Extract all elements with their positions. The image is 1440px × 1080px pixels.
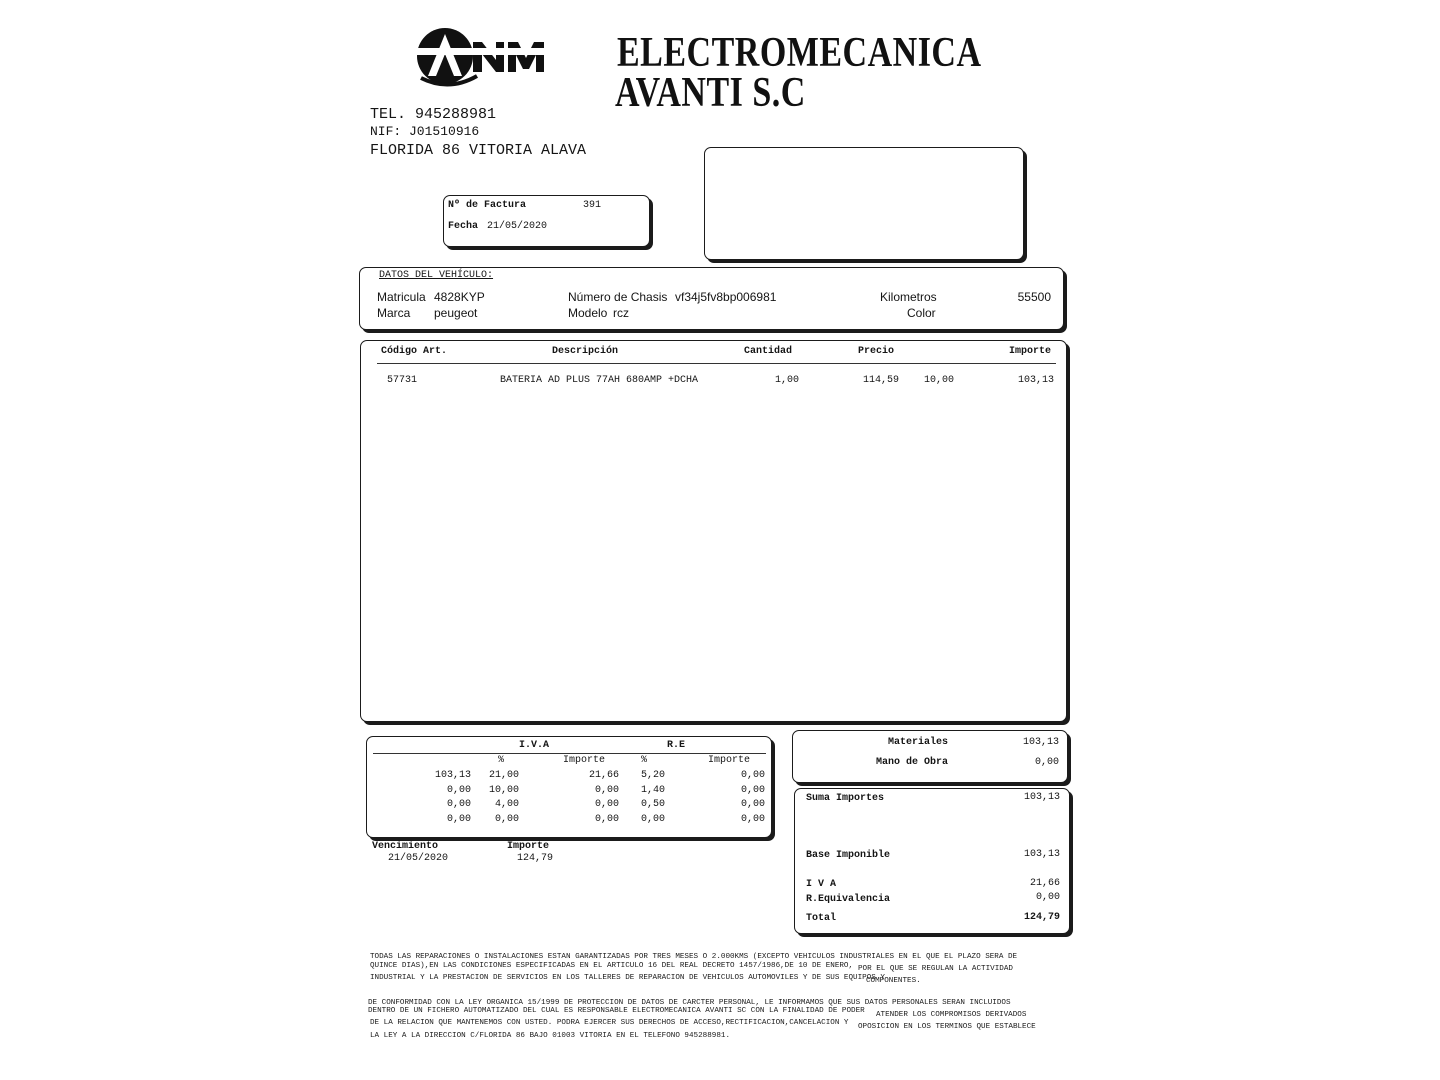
due-amount: 124,79 — [517, 853, 554, 864]
due-date: 21/05/2020 — [388, 853, 449, 864]
re-pct: 1,40 — [640, 785, 665, 796]
privacy-line: DE LA RELACION QUE MANTENEMOS CON USTED. PODRA EJERCER SUS DERECHOS DE ACCESO,RECTIFICACION,CANCELACION Y — [370, 1019, 849, 1027]
company-name-line2: AVANTI S.C — [615, 69, 806, 116]
tax-header-divider — [373, 753, 766, 754]
company-nif: NIF: J01510916 — [370, 124, 480, 139]
warranty-line: TODAS LAS REPARACIONES O INSTALACIONES ESTAN GARANTIZADAS POR TRES MESES O 2.000KMS (EXCEPTO VEHICULOS INDUSTRIALES EN EL QUE EL PLAZO SERA DE — [370, 953, 1018, 961]
due-amount-label: Importe — [507, 841, 550, 852]
iva-pct: 10,00 — [488, 785, 519, 796]
materials-box — [792, 730, 1068, 783]
company-name-line1: ELECTROMECANICA — [617, 29, 982, 76]
company-logo — [415, 22, 615, 88]
header-amount: Importe — [1008, 346, 1051, 357]
re-amount-header: Importe — [708, 755, 751, 766]
warranty-line: POR EL QUE SE REGULAN LA ACTIVIDAD — [858, 965, 1013, 973]
re-amount: 0,00 — [740, 814, 765, 825]
vehicle-box — [359, 267, 1064, 330]
item-amount: 103,13 — [1017, 375, 1054, 386]
plate-value: 4828KYP — [434, 290, 485, 304]
tax-base-value: 103,13 — [1023, 849, 1060, 860]
item-code: 57731 — [387, 375, 418, 386]
due-date-label: Vencimiento — [372, 841, 439, 852]
invoice-number-label: Nº de Factura — [448, 200, 527, 211]
re-amount: 0,00 — [740, 770, 765, 781]
tax-base: 0,00 — [446, 814, 471, 825]
re-pct: 0,50 — [640, 799, 665, 810]
company-address: FLORIDA 86 VITORIA ALAVA — [370, 142, 587, 159]
grand-total-value: 124,79 — [1023, 912, 1060, 923]
privacy-line: ATENDER LOS COMPROMISOS DERIVADOS — [876, 1011, 1027, 1019]
model-label: Modelo — [568, 306, 608, 320]
materials-value: 103,13 — [1022, 737, 1059, 748]
iva-pct: 0,00 — [494, 814, 519, 825]
warranty-line: COMPONENTES. — [866, 977, 921, 985]
re-pct-header: % — [641, 755, 648, 766]
re-pct: 0,00 — [640, 814, 665, 825]
client-box — [704, 147, 1024, 260]
item-description: BATERIA AD PLUS 77AH 680AMP +DCHA — [500, 375, 699, 386]
iva-heading: I.V.A — [519, 740, 550, 751]
company-phone: TEL. 945288981 — [370, 106, 497, 123]
re-pct: 5,20 — [640, 770, 665, 781]
chassis-value: vf34j5fv8bp006981 — [675, 290, 777, 304]
plate-label: Matricula — [377, 290, 426, 304]
header-quantity: Cantidad — [744, 346, 793, 357]
km-label: Kilometros — [880, 290, 937, 304]
re-heading: R.E — [667, 740, 686, 751]
model-value: rcz — [613, 306, 629, 320]
subtotal-label: Suma Importes — [806, 793, 885, 804]
re-total-label: R.Equivalencia — [806, 894, 891, 905]
item-price: 114,59 — [862, 375, 899, 386]
chassis-label: Número de Chasis — [568, 290, 668, 304]
iva-total-label: I V A — [806, 879, 837, 890]
iva-total-value: 21,66 — [1029, 878, 1060, 889]
re-total-value: 0,00 — [1035, 892, 1060, 903]
iva-pct: 21,00 — [488, 770, 519, 781]
item-quantity: 1,00 — [774, 375, 799, 386]
header-code: Código Art. — [381, 346, 448, 357]
privacy-line: OPOSICION EN LOS TERMINOS QUE ESTABLECE — [858, 1023, 1036, 1031]
subtotal-value: 103,13 — [1023, 792, 1060, 803]
privacy-line: LA LEY A LA DIRECCION C/FLORIDA 86 BAJO 01003 VITORIA EN EL TELEFONO 945288981. — [370, 1032, 731, 1040]
iva-pct-header: % — [498, 755, 505, 766]
color-label: Color — [907, 306, 936, 320]
grand-total-label: Total — [806, 913, 837, 924]
iva-pct: 4,00 — [494, 799, 519, 810]
km-value: 55500 — [1017, 290, 1051, 304]
tax-base: 103,13 — [434, 770, 471, 781]
labour-label: Mano de Obra — [876, 757, 949, 768]
vehicle-heading: DATOS DEL VEHÍCULO: — [379, 270, 494, 281]
logo-emblem-icon — [415, 22, 615, 88]
header-price: Precio — [858, 346, 895, 357]
tax-base: 0,00 — [446, 785, 471, 796]
iva-amount-header: Importe — [563, 755, 606, 766]
invoice-date-label: Fecha — [448, 221, 479, 232]
tax-base: 0,00 — [446, 799, 471, 810]
header-description: Descripción — [552, 346, 619, 357]
iva-amount: 0,00 — [594, 799, 619, 810]
iva-amount: 0,00 — [594, 814, 619, 825]
re-amount: 0,00 — [740, 785, 765, 796]
re-amount: 0,00 — [740, 799, 765, 810]
warranty-line: INDUSTRIAL Y LA PRESTACION DE SERVICIOS EN LOS TALLERES DE REPARACION DE VEHICULOS AUTOMOVILES Y DE SUS EQUIPOS Y — [370, 974, 885, 982]
invoice-date: 21/05/2020 — [487, 221, 548, 232]
iva-amount: 0,00 — [594, 785, 619, 796]
items-table — [360, 340, 1067, 722]
totals-box — [794, 788, 1070, 934]
tax-breakdown-box — [366, 736, 772, 838]
item-discount: 10,00 — [923, 375, 954, 386]
iva-amount: 21,66 — [588, 770, 619, 781]
privacy-line: DE CONFORMIDAD CON LA LEY ORGANICA 15/1999 DE PROTECCION DE DATOS DE CARCTER PERSONAL, LE INFORMAMOS QUE SUS DATOS PERSONALES SERAN INCLUIDOS — [368, 999, 1011, 1007]
tax-base-label: Base Imponible — [806, 850, 891, 861]
invoice-number: 391 — [583, 200, 602, 211]
privacy-line: DENTRO DE UN FICHERO AUTOMATIZADO DEL CUAL ES RESPONSABLE ELECTROMECANICA AVANTI SC CON LA FINALIDAD DE PODER — [368, 1007, 865, 1015]
invoice-info-box — [443, 195, 650, 247]
materials-label: Materiales — [888, 737, 949, 748]
warranty-line: QUINCE DIAS),EN LAS CONDICIONES ESPECIFICADAS EN EL ARTICULO 16 DEL REAL DECRETO 1457/1986,DE 10 DE ENERO, — [370, 962, 854, 970]
header-divider — [377, 363, 1056, 364]
brand-label: Marca — [377, 306, 411, 320]
brand-value: peugeot — [434, 306, 478, 320]
labour-value: 0,00 — [1034, 757, 1059, 768]
